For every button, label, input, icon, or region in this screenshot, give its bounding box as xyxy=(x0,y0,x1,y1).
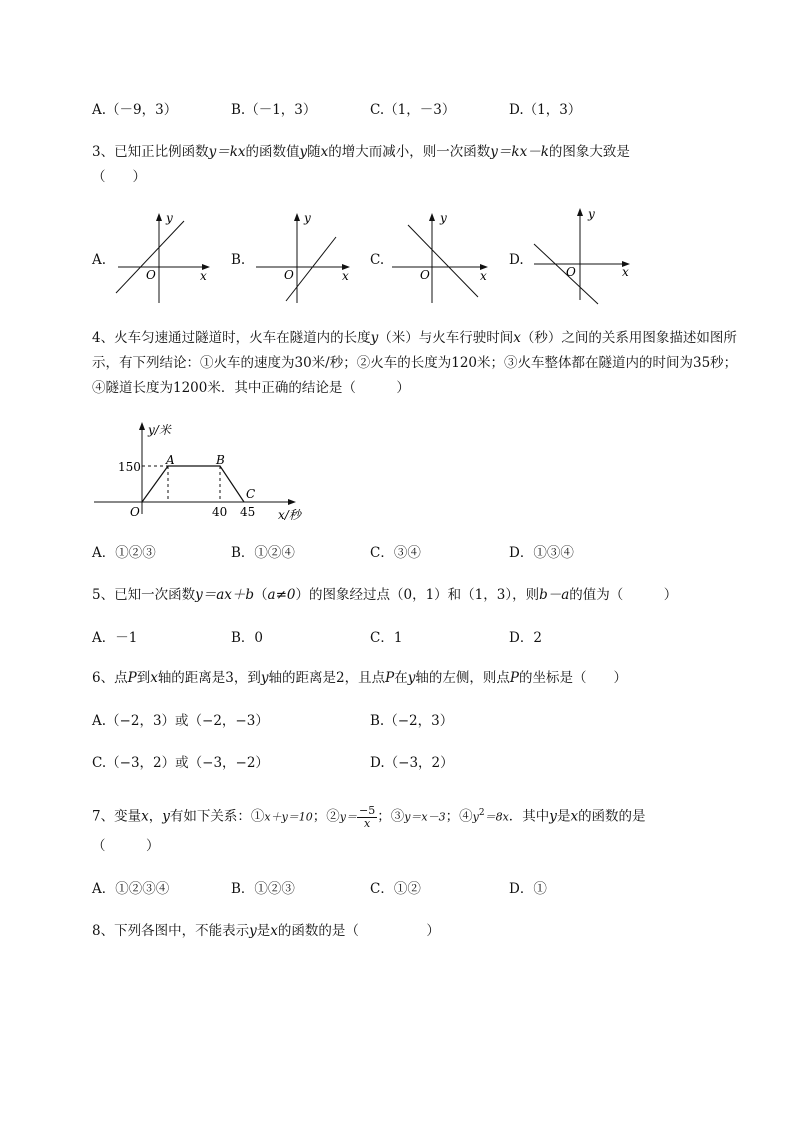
q3-graph-a-label: A. xyxy=(92,252,107,268)
q3-graph-d-label: D. xyxy=(509,252,524,268)
q7-fraction: $\frac{-5}{x}$ xyxy=(359,803,376,830)
q3-graph-c-label: C. xyxy=(370,252,385,268)
q5-option-a: A．－1 xyxy=(92,630,138,646)
q5-option-c: C．1 xyxy=(370,630,403,646)
q2-option-a: A.（－9，3） xyxy=(92,102,178,118)
q4-tick-150: 150 xyxy=(118,460,141,474)
q8-stem: 8、下列各图中，不能表示y是x的函数的是（ ） xyxy=(92,923,440,939)
q7-option-c: C．①② xyxy=(370,881,421,897)
q4-option-d: D．①③④ xyxy=(509,545,574,561)
q3-d-x-label: x xyxy=(622,265,629,279)
q3-c-x-label: x xyxy=(480,269,487,283)
q3-b-origin: O xyxy=(284,268,294,282)
q3-graph-b-label: B. xyxy=(231,252,246,268)
q4-point-c: C xyxy=(246,487,256,501)
q4-option-a: A．①②③ xyxy=(92,545,156,561)
q4-tick-45: 45 xyxy=(240,505,256,519)
q2-option-d: D.（1，3） xyxy=(509,102,582,118)
q3-b-y-label: y xyxy=(304,211,311,225)
q4-graph xyxy=(92,418,322,528)
q2-option-c: C.（1，－3） xyxy=(370,102,456,118)
q6-option-c: C.（−3，2）或（−3，−2） xyxy=(92,755,269,771)
q3-d-origin: O xyxy=(566,265,576,279)
q3-answer-paren: （ ） xyxy=(92,169,146,185)
q3-stem: 3、已知正比例函数y＝kx的函数值y随x的增大而减小，则一次函数y＝kx－k的图象大致是 xyxy=(92,144,630,160)
q4-x-axis-label: x/秒 xyxy=(278,508,301,522)
q4-point-b: B xyxy=(216,453,225,467)
q5-stem: 5、已知一次函数y＝ax＋b（a≠0）的图象经过点（0，1）和（1，3），则b－a的值为（ ） xyxy=(92,587,678,603)
q4-tick-40: 40 xyxy=(212,505,228,519)
q3-graph-d xyxy=(528,202,638,302)
q6-option-b: B.（−2，3） xyxy=(370,713,454,729)
q7-option-d: D．① xyxy=(509,881,547,897)
q6-option-d: D.（−3，2） xyxy=(370,755,454,771)
q3-graph-a xyxy=(110,205,220,305)
q7-stem: 7、变量x，y有如下关系：①x＋y＝10；②y＝ $\frac{-5}{x}$ ；③y＝x－3；$④y^2=8x$．其中y是x的函数的是 xyxy=(92,803,646,830)
q4-origin: O xyxy=(130,505,140,519)
q3-graph-c xyxy=(388,205,498,305)
q7-option-b: B．①②③ xyxy=(231,881,295,897)
q2-option-b: B.（－1，3） xyxy=(231,102,317,118)
q3-a-origin: O xyxy=(146,268,156,282)
q4-option-c: C．③④ xyxy=(370,545,421,561)
q4-point-a: A xyxy=(166,453,175,467)
q5-option-b: B．0 xyxy=(231,630,264,646)
q7-option-a: A．①②③④ xyxy=(92,881,170,897)
q3-a-x-label: x xyxy=(200,269,207,283)
q3-a-y-label: y xyxy=(166,211,173,225)
q3-c-y-label: y xyxy=(440,211,447,225)
q4-option-b: B．①②④ xyxy=(231,545,295,561)
q6-stem: 6、点P到x轴的距离是3，到y轴的距离是2，且点P在y轴的左侧，则点P的坐标是（ ） xyxy=(92,670,627,686)
q3-d-y-label: y xyxy=(588,207,595,221)
q3-graph-b xyxy=(250,205,360,305)
q5-option-d: D．2 xyxy=(509,630,542,646)
q4-y-axis-label: y/米 xyxy=(148,423,171,437)
q6-option-a: A.（−2，3）或（−2，−3） xyxy=(92,713,269,729)
q3-c-origin: O xyxy=(420,268,430,282)
q3-b-x-label: x xyxy=(342,269,349,283)
q4-stem: 4、火车匀速通过隧道时，火车在隧道内的长度y（米）与火车行驶时间x（秒）之间的关系用图象描述如图所示，有下列结论：①火车的速度为30米/秒；②火车的长度为120米；③火车整体都在隧道内的时间为35秒；④隧道长度为1200米．其中正确的结论是（ ） xyxy=(92,330,738,396)
q7-answer-paren: （ ） xyxy=(92,838,160,854)
